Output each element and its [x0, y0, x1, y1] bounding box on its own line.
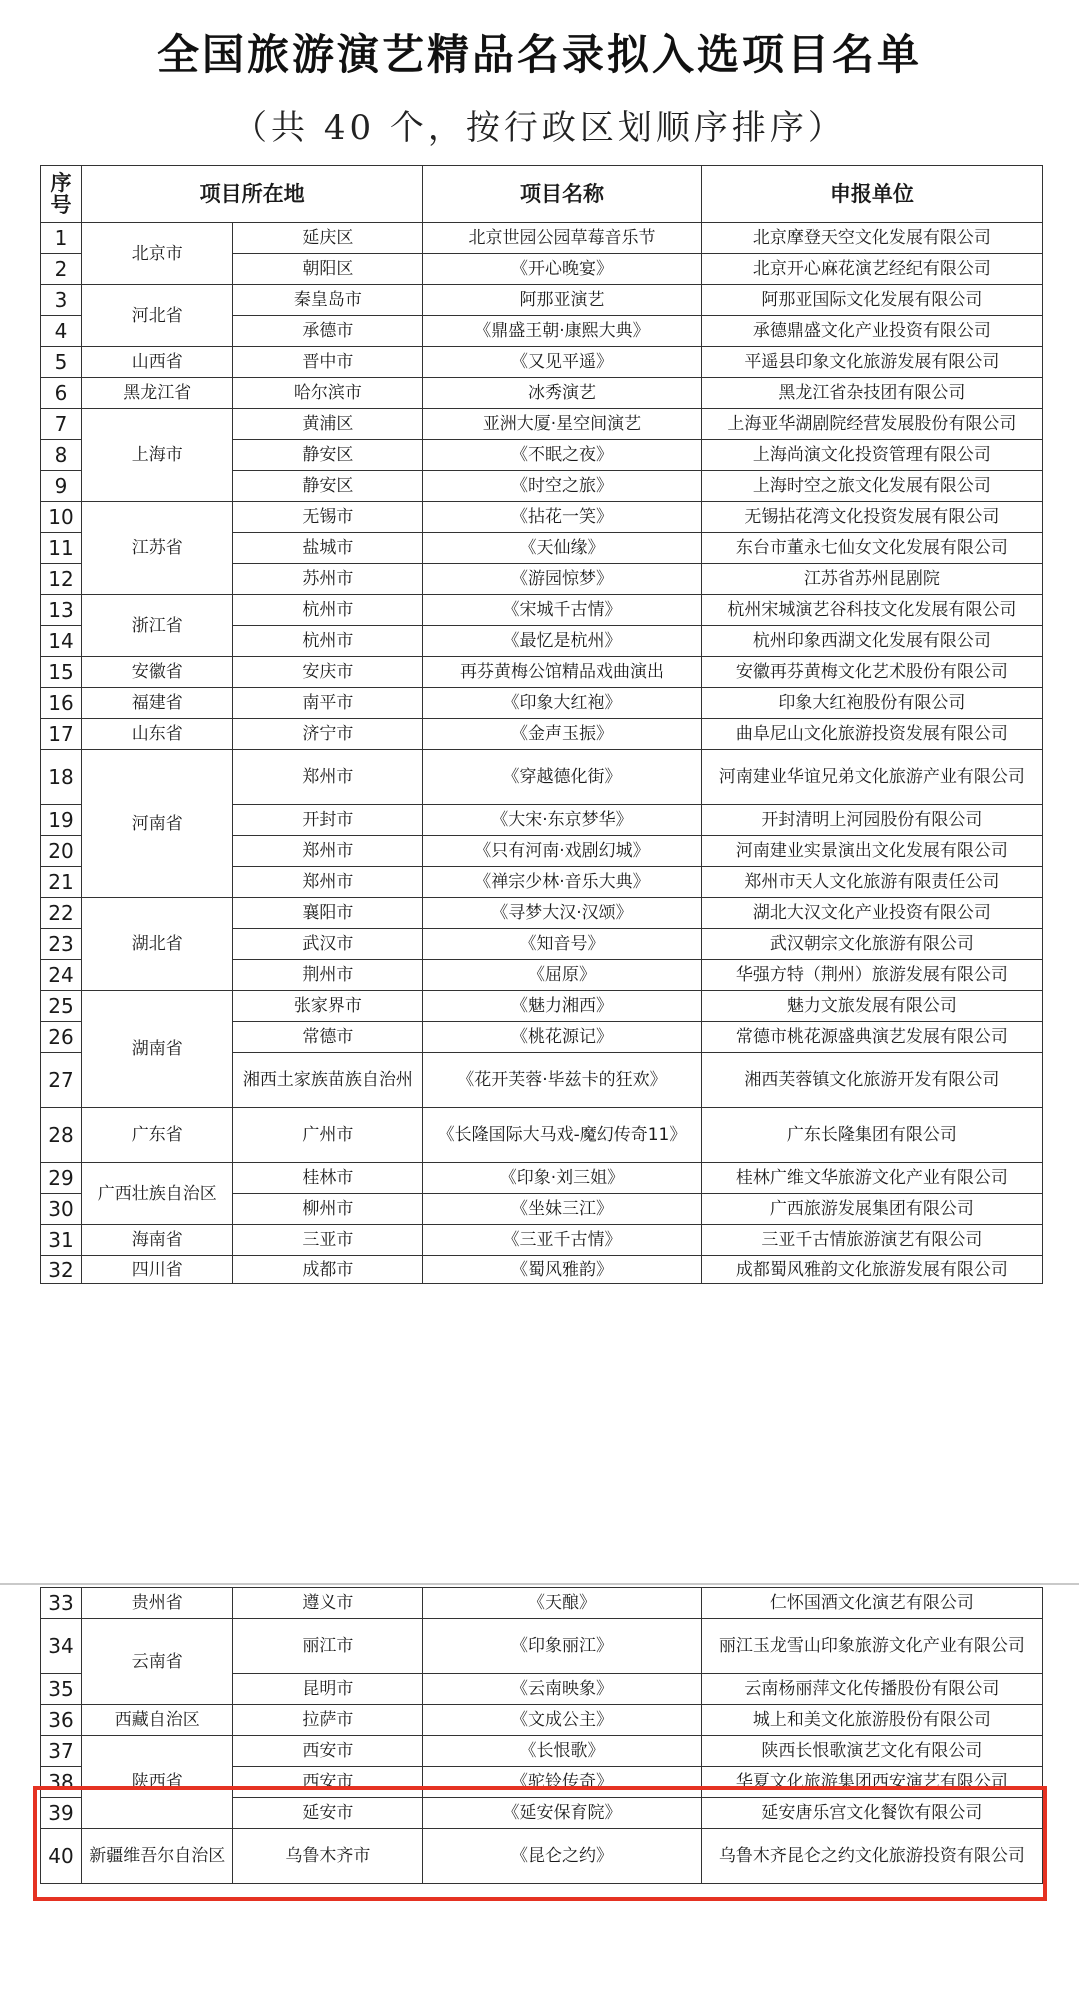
city-cell: 郑州市 [233, 836, 423, 867]
header-unit: 申报单位 [701, 166, 1042, 223]
row-number: 6 [41, 378, 82, 409]
unit-cell: 成都蜀风雅韵文化旅游发展有限公司 [701, 1256, 1042, 1284]
table-row [41, 1705, 1043, 1736]
unit-cell: 杭州印象西湖文化发展有限公司 [701, 626, 1042, 657]
project-name-cell: 《天仙缘》 [423, 533, 701, 564]
province-cell: 新疆维吾尔自治区 [82, 1829, 233, 1884]
city-cell: 昆明市 [233, 1674, 423, 1705]
row-number: 24 [41, 960, 82, 991]
row-number: 31 [41, 1225, 82, 1256]
row-number: 33 [41, 1588, 82, 1619]
city-cell: 成都市 [233, 1256, 423, 1284]
city-cell: 西安市 [233, 1736, 423, 1767]
row-number: 17 [41, 719, 82, 750]
city-cell: 黄浦区 [233, 409, 423, 440]
unit-cell: 上海尚演文化投资管理有限公司 [701, 440, 1042, 471]
city-cell: 静安区 [233, 440, 423, 471]
unit-cell: 河南建业实景演出文化发展有限公司 [701, 836, 1042, 867]
unit-cell: 湘西芙蓉镇文化旅游开发有限公司 [701, 1053, 1042, 1108]
city-cell: 广州市 [233, 1108, 423, 1163]
table-row [41, 991, 1043, 1022]
province-cell: 广东省 [82, 1108, 233, 1163]
table-row [41, 1108, 1043, 1163]
table-row [41, 719, 1043, 750]
project-name-cell: 《知音号》 [423, 929, 701, 960]
row-number: 32 [41, 1256, 82, 1284]
header-no: 序号 [41, 166, 82, 223]
city-cell: 郑州市 [233, 867, 423, 898]
city-cell: 桂林市 [233, 1163, 423, 1194]
unit-cell: 黑龙江省杂技团有限公司 [701, 378, 1042, 409]
city-cell: 南平市 [233, 688, 423, 719]
unit-cell: 武汉朝宗文化旅游有限公司 [701, 929, 1042, 960]
project-name-cell: 阿那亚演艺 [423, 285, 701, 316]
row-number: 25 [41, 991, 82, 1022]
project-name-cell: 再芬黄梅公馆精品戏曲演出 [423, 657, 701, 688]
project-name-cell: 《昆仑之约》 [423, 1829, 701, 1884]
table-row [41, 657, 1043, 688]
row-number: 37 [41, 1736, 82, 1767]
unit-cell: 广东长隆集团有限公司 [701, 1108, 1042, 1163]
project-name-cell: 《金声玉振》 [423, 719, 701, 750]
table-row [41, 285, 1043, 316]
project-name-cell: 《不眠之夜》 [423, 440, 701, 471]
row-number: 39 [41, 1798, 82, 1829]
unit-cell: 上海亚华湖剧院经营发展股份有限公司 [701, 409, 1042, 440]
unit-cell: 开封清明上河园股份有限公司 [701, 805, 1042, 836]
row-number: 7 [41, 409, 82, 440]
row-number: 26 [41, 1022, 82, 1053]
row-number: 16 [41, 688, 82, 719]
row-number: 18 [41, 750, 82, 805]
project-name-cell: 《三亚千古情》 [423, 1225, 701, 1256]
row-number: 4 [41, 316, 82, 347]
unit-cell: 阿那亚国际文化发展有限公司 [701, 285, 1042, 316]
city-cell: 武汉市 [233, 929, 423, 960]
row-number: 35 [41, 1674, 82, 1705]
table-row [41, 688, 1043, 719]
project-name-cell: 《穿越德化街》 [423, 750, 701, 805]
highlight-box-shaanxi [33, 1786, 1047, 1901]
row-number: 36 [41, 1705, 82, 1736]
unit-cell: 仁怀国酒文化演艺有限公司 [701, 1588, 1042, 1619]
city-cell: 湘西土家族苗族自治州 [233, 1053, 423, 1108]
unit-cell: 湖北大汉文化产业投资有限公司 [701, 898, 1042, 929]
table-row [41, 1163, 1043, 1194]
project-name-cell: 《禅宗少林·音乐大典》 [423, 867, 701, 898]
project-name-cell: 《拈花一笑》 [423, 502, 701, 533]
province-cell: 黑龙江省 [82, 378, 233, 409]
city-cell: 柳州市 [233, 1194, 423, 1225]
unit-cell: 魅力文旅发展有限公司 [701, 991, 1042, 1022]
row-number: 19 [41, 805, 82, 836]
city-cell: 秦皇岛市 [233, 285, 423, 316]
row-number: 40 [41, 1829, 82, 1884]
unit-cell: 三亚千古情旅游演艺有限公司 [701, 1225, 1042, 1256]
row-number: 34 [41, 1619, 82, 1674]
province-cell: 浙江省 [82, 595, 233, 657]
header-location: 项目所在地 [82, 166, 423, 223]
row-number: 29 [41, 1163, 82, 1194]
province-cell: 湖南省 [82, 991, 233, 1108]
table-row [41, 1588, 1043, 1619]
header-project-name: 项目名称 [423, 166, 701, 223]
project-name-cell: 《坐妹三江》 [423, 1194, 701, 1225]
project-name-cell: 冰秀演艺 [423, 378, 701, 409]
province-cell: 西藏自治区 [82, 1705, 233, 1736]
city-cell: 常德市 [233, 1022, 423, 1053]
row-number: 10 [41, 502, 82, 533]
unit-cell: 承德鼎盛文化产业投资有限公司 [701, 316, 1042, 347]
project-name-cell: 《鼎盛王朝·康熙大典》 [423, 316, 701, 347]
unit-cell: 印象大红袍股份有限公司 [701, 688, 1042, 719]
unit-cell: 陕西长恨歌演艺文化有限公司 [701, 1736, 1042, 1767]
table-row [41, 347, 1043, 378]
city-cell: 襄阳市 [233, 898, 423, 929]
province-cell: 云南省 [82, 1619, 233, 1705]
city-cell: 哈尔滨市 [233, 378, 423, 409]
city-cell: 杭州市 [233, 595, 423, 626]
city-cell: 遵义市 [233, 1588, 423, 1619]
province-cell: 湖北省 [82, 898, 233, 991]
table-row [41, 502, 1043, 533]
project-name-cell: 《游园惊梦》 [423, 564, 701, 595]
table-row [41, 1225, 1043, 1256]
project-name-cell: 《寻梦大汉·汉颂》 [423, 898, 701, 929]
unit-cell: 丽江玉龙雪山印象旅游文化产业有限公司 [701, 1619, 1042, 1674]
project-table-top [40, 165, 1043, 1284]
project-name-cell: 北京世园公园草莓音乐节 [423, 223, 701, 254]
unit-cell: 郑州市天人文化旅游有限责任公司 [701, 867, 1042, 898]
table-row [41, 223, 1043, 254]
project-name-cell: 《花开芙蓉·毕兹卡的狂欢》 [423, 1053, 701, 1108]
province-cell: 上海市 [82, 409, 233, 502]
project-name-cell: 《开心晚宴》 [423, 254, 701, 285]
unit-cell: 平遥县印象文化旅游发展有限公司 [701, 347, 1042, 378]
project-name-cell: 《又见平遥》 [423, 347, 701, 378]
city-cell: 盐城市 [233, 533, 423, 564]
unit-cell: 江苏省苏州昆剧院 [701, 564, 1042, 595]
row-number: 21 [41, 867, 82, 898]
city-cell: 郑州市 [233, 750, 423, 805]
row-number: 22 [41, 898, 82, 929]
project-name-cell: 《只有河南·戏剧幻城》 [423, 836, 701, 867]
city-cell: 朝阳区 [233, 254, 423, 285]
city-cell: 延安市 [233, 1798, 423, 1829]
unit-cell: 北京摩登天空文化发展有限公司 [701, 223, 1042, 254]
unit-cell: 东台市董永七仙女文化发展有限公司 [701, 533, 1042, 564]
province-cell: 海南省 [82, 1225, 233, 1256]
province-cell: 四川省 [82, 1256, 233, 1284]
project-name-cell: 亚洲大厦·星空间演艺 [423, 409, 701, 440]
city-cell: 无锡市 [233, 502, 423, 533]
row-number: 11 [41, 533, 82, 564]
project-name-cell: 《印象大红袍》 [423, 688, 701, 719]
unit-cell: 北京开心麻花演艺经纪有限公司 [701, 254, 1042, 285]
row-number: 28 [41, 1108, 82, 1163]
row-number: 1 [41, 223, 82, 254]
project-name-cell: 《长隆国际大马戏-魔幻传奇11》 [423, 1108, 701, 1163]
project-name-cell: 《时空之旅》 [423, 471, 701, 502]
city-cell: 苏州市 [233, 564, 423, 595]
row-number: 15 [41, 657, 82, 688]
row-number: 27 [41, 1053, 82, 1108]
project-name-cell: 《宋城千古情》 [423, 595, 701, 626]
province-cell: 山东省 [82, 719, 233, 750]
city-cell: 承德市 [233, 316, 423, 347]
row-number: 5 [41, 347, 82, 378]
project-name-cell: 《长恨歌》 [423, 1736, 701, 1767]
project-name-cell: 《蜀风雅韵》 [423, 1256, 701, 1284]
unit-cell: 城上和美文化旅游股份有限公司 [701, 1705, 1042, 1736]
unit-cell: 常德市桃花源盛典演艺发展有限公司 [701, 1022, 1042, 1053]
province-cell: 安徽省 [82, 657, 233, 688]
unit-cell: 曲阜尼山文化旅游投资发展有限公司 [701, 719, 1042, 750]
city-cell: 西安市 [233, 1767, 423, 1798]
row-number: 14 [41, 626, 82, 657]
table-row [41, 898, 1043, 929]
city-cell: 晋中市 [233, 347, 423, 378]
row-number: 30 [41, 1194, 82, 1225]
project-name-cell: 《天酿》 [423, 1588, 701, 1619]
row-number: 23 [41, 929, 82, 960]
project-name-cell: 《文成公主》 [423, 1705, 701, 1736]
province-cell: 江苏省 [82, 502, 233, 595]
city-cell: 静安区 [233, 471, 423, 502]
city-cell: 三亚市 [233, 1225, 423, 1256]
page-separator [0, 1583, 1079, 1585]
table-row [41, 378, 1043, 409]
table-row [41, 1256, 1043, 1284]
row-number: 2 [41, 254, 82, 285]
unit-cell: 无锡拈花湾文化投资发展有限公司 [701, 502, 1042, 533]
table-row [41, 595, 1043, 626]
province-cell: 山西省 [82, 347, 233, 378]
unit-cell: 上海时空之旅文化发展有限公司 [701, 471, 1042, 502]
unit-cell: 延安唐乐宫文化餐饮有限公司 [701, 1798, 1042, 1829]
page-title: 全国旅游演艺精品名录拟入选项目名单 [156, 30, 922, 79]
city-cell: 乌鲁木齐市 [233, 1829, 423, 1884]
row-number: 8 [41, 440, 82, 471]
project-name-cell: 《屈原》 [423, 960, 701, 991]
unit-cell: 广西旅游发展集团有限公司 [701, 1194, 1042, 1225]
project-name-cell: 《印象·刘三姐》 [423, 1163, 701, 1194]
city-cell: 张家界市 [233, 991, 423, 1022]
table-header-row [41, 166, 1043, 223]
table-row [41, 409, 1043, 440]
unit-cell: 乌鲁木齐昆仑之约文化旅游投资有限公司 [701, 1829, 1042, 1884]
project-name-cell: 《最忆是杭州》 [423, 626, 701, 657]
project-name-cell: 《桃花源记》 [423, 1022, 701, 1053]
unit-cell: 云南杨丽萍文化传播股份有限公司 [701, 1674, 1042, 1705]
province-cell: 陕西省 [82, 1736, 233, 1829]
unit-cell: 华强方特（荆州）旅游发展有限公司 [701, 960, 1042, 991]
row-number: 20 [41, 836, 82, 867]
province-cell: 河北省 [82, 285, 233, 347]
unit-cell: 杭州宋城演艺谷科技文化发展有限公司 [701, 595, 1042, 626]
project-name-cell: 《魅力湘西》 [423, 991, 701, 1022]
unit-cell: 安徽再芬黄梅文化艺术股份有限公司 [701, 657, 1042, 688]
project-name-cell: 《延安保育院》 [423, 1798, 701, 1829]
city-cell: 开封市 [233, 805, 423, 836]
row-number: 38 [41, 1767, 82, 1798]
row-number: 13 [41, 595, 82, 626]
project-name-cell: 《云南映象》 [423, 1674, 701, 1705]
province-cell: 贵州省 [82, 1588, 233, 1619]
city-cell: 拉萨市 [233, 1705, 423, 1736]
project-name-cell: 《驼铃传奇》 [423, 1767, 701, 1798]
province-cell: 福建省 [82, 688, 233, 719]
city-cell: 延庆区 [233, 223, 423, 254]
city-cell: 荆州市 [233, 960, 423, 991]
province-cell: 河南省 [82, 750, 233, 898]
row-number: 3 [41, 285, 82, 316]
city-cell: 济宁市 [233, 719, 423, 750]
city-cell: 杭州市 [233, 626, 423, 657]
page-subtitle: （共 40 个，按行政区划顺序排序） [233, 108, 846, 148]
province-cell: 广西壮族自治区 [82, 1163, 233, 1225]
project-name-cell: 《印象丽江》 [423, 1619, 701, 1674]
row-number: 12 [41, 564, 82, 595]
project-name-cell: 《大宋·东京梦华》 [423, 805, 701, 836]
row-number: 9 [41, 471, 82, 502]
unit-cell: 桂林广维文华旅游文化产业有限公司 [701, 1163, 1042, 1194]
province-cell: 北京市 [82, 223, 233, 285]
table-row [41, 750, 1043, 805]
table-row [41, 1736, 1043, 1767]
city-cell: 丽江市 [233, 1619, 423, 1674]
city-cell: 安庆市 [233, 657, 423, 688]
unit-cell: 华夏文化旅游集团西安演艺有限公司 [701, 1767, 1042, 1798]
table-row [41, 1619, 1043, 1674]
unit-cell: 河南建业华谊兄弟文化旅游产业有限公司 [701, 750, 1042, 805]
